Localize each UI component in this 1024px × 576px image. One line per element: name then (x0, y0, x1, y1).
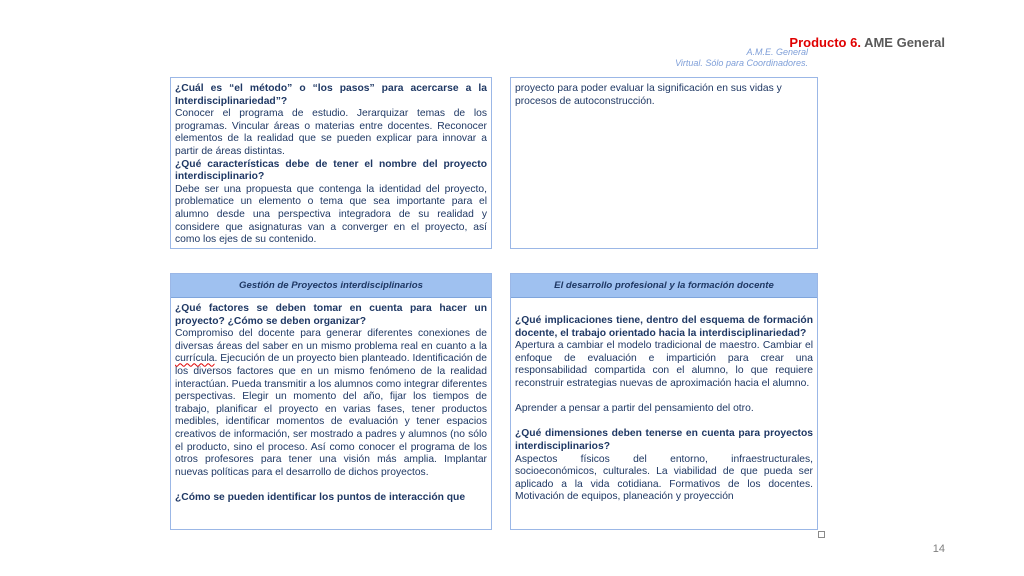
document-product-title (789, 35, 945, 50)
answer-factors (175, 328, 487, 479)
page-number: 14 (932, 543, 945, 555)
panel-continuation-text (511, 78, 817, 108)
paragraph-gap (515, 391, 813, 404)
panel-methodology (170, 77, 492, 249)
answer-method: Conocer el programa de estudio. Jerarquizar temas de los programas. Vincular áreas o materias entre docentes. Reconocer elementos de la realidad que se pueden explicar para innovar a partir de áreas distintas. (175, 108, 487, 157)
subtitle-line-1: A.M.E. General (746, 47, 808, 57)
panel-project-management-text (171, 298, 491, 505)
question-dimensions: ¿Qué dimensiones deben tenerse en cuenta para proyectos interdisciplinarios? (515, 428, 813, 452)
misspelled-word: currícula (175, 353, 215, 365)
document-subtitle (675, 47, 808, 69)
answer-implications-extra: Aprender a pensar a partir del pensamiento del otro. (515, 403, 754, 415)
answer-project-name: Debe ser una propuesta que contenga la identidad del proyecto, problematice un elemento o tema que sea importante para el alumno desde una perspectiva integradora de su realidad y considere que asignaturas van a converger en el proyecto, así como los ejes de su contenido. (175, 183, 487, 246)
question-method: ¿Cuál es “el método” o “los pasos” para acercarse a la Interdisciplinariedad”? (175, 83, 487, 107)
question-implications: ¿Qué implicaciones tiene, dentro del esquema de formación docente, el trabajo orientado hacia la interdisciplinariedad? (515, 315, 813, 339)
product-label: Producto 6. (789, 35, 861, 50)
question-factors: ¿Qué factores se deben tomar en cuenta para hacer un proyecto? ¿Cómo se deben organizar? (175, 303, 487, 327)
answer-implications: Apertura a cambiar el modelo tradicional de maestro. Cambiar el enfoque de evaluación e impartición para crear una responsabilidad compartida con el alumno, lo que requiere reconstruir estrategias nuevas de aproximación hacia el alumno. (515, 340, 813, 389)
panel-continuation (510, 77, 818, 249)
panel-professional-development-title: El desarrollo profesional y la formación docente (511, 274, 817, 298)
paragraph-gap (515, 416, 813, 429)
product-name: AME General (864, 35, 945, 50)
question-interaction-points: ¿Cómo se pueden identificar los puntos de interacción que (175, 491, 466, 503)
panel-methodology-text (171, 78, 491, 247)
panel-professional-development (510, 273, 818, 530)
panel-project-management-title: Gestión de Proyectos interdisciplinarios (171, 274, 491, 298)
resize-handle[interactable] (818, 531, 825, 538)
continuation-text: proyecto para poder evaluar la significación en sus vidas y procesos de autoconstrucción. (515, 83, 782, 107)
answer-dimensions: Aspectos físicos del entorno, infraestructurales, socioeconómicos, culturales. La viabilidad de que pueda ser aplicado a la vida cotidiana. Formativos de los docentes. Motivación de equipos, planeación y proyección (515, 453, 813, 503)
paragraph-gap (175, 479, 487, 492)
answer-factors-part2: . Ejecución de un proyecto bien planteado. Identificación de los diversos factores que en un mismo fenómeno de la realidad interactúan. Pueda transmitir a los alumnos como integrar diferentes perspectivas. Elegir un momento del año, fijar los tiempos de trabajo, planificar el proyecto en varias fases, tener productos medibles, identificar momentos de evaluación y tener espacios creativos de información, ser mostrado a padres y alumnos (no sólo el producto, sino el proceso. Así como conocer el programa de los otros profesores para tener una visión más amplia. Implantar nuevas políticas para el desarrollo de dichos proyectos. (175, 353, 487, 478)
panel-project-management (170, 273, 492, 530)
subtitle-line-2: Virtual. Sólo para Coordinadores. (675, 58, 808, 68)
answer-factors-part1: Compromiso del docente para generar diferentes conexiones de diversas áreas del saber en un mismo problema real en cuanto a la (175, 328, 487, 352)
panel-professional-development-text (511, 298, 817, 504)
question-project-name: ¿Qué características debe de tener el nombre del proyecto interdisciplinario? (175, 158, 487, 183)
